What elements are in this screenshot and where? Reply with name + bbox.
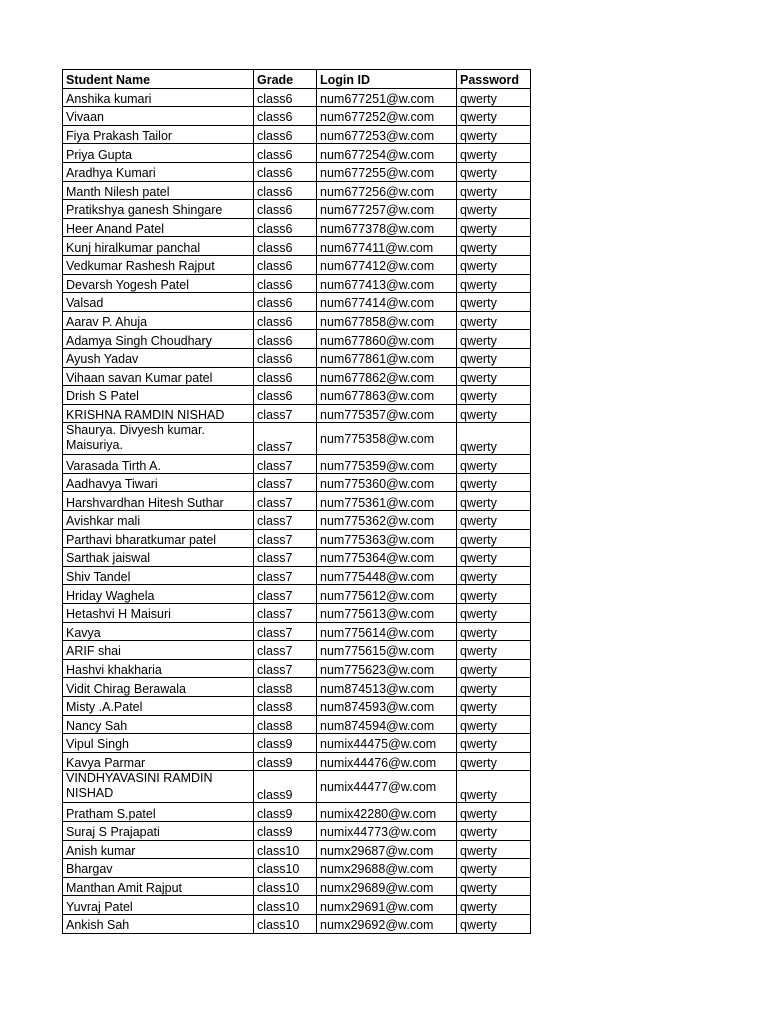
student-name-cell: Ankish Sah <box>63 914 254 933</box>
table-row <box>63 367 531 386</box>
student-name-cell: Sarthak jaiswal <box>63 548 254 567</box>
student-name-cell: Vihaan savan Kumar patel <box>63 367 254 386</box>
password-cell: qwerty <box>457 455 531 474</box>
grade-cell: class7 <box>254 473 317 492</box>
password-cell: qwerty <box>457 293 531 312</box>
login-id-cell: num775613@w.com <box>317 604 457 623</box>
grade-cell: class9 <box>254 821 317 840</box>
login-id-cell: numix44773@w.com <box>317 821 457 840</box>
password-cell: qwerty <box>457 125 531 144</box>
table-row <box>63 88 531 107</box>
login-id-cell: num677413@w.com <box>317 274 457 293</box>
student-name-cell: Anshika kumari <box>63 88 254 107</box>
table-row <box>63 859 531 878</box>
table-row <box>63 585 531 604</box>
student-name-cell: Adamya Singh Choudhary <box>63 330 254 349</box>
grade-cell: class7 <box>254 455 317 474</box>
student-name-cell: Parthavi bharatkumar patel <box>63 529 254 548</box>
password-cell: qwerty <box>457 859 531 878</box>
table-row <box>63 641 531 660</box>
student-name-cell: Drish S Patel <box>63 386 254 405</box>
student-name-cell: Vipul Singh <box>63 734 254 753</box>
password-cell: qwerty <box>457 311 531 330</box>
password-cell: qwerty <box>457 914 531 933</box>
password-cell: qwerty <box>457 529 531 548</box>
password-cell: qwerty <box>457 348 531 367</box>
password-cell: qwerty <box>457 144 531 163</box>
login-id-cell: num677257@w.com <box>317 200 457 219</box>
login-id-cell: num677862@w.com <box>317 367 457 386</box>
student-name-cell: Vidit Chirag Berawala <box>63 678 254 697</box>
table-row <box>63 821 531 840</box>
table-header <box>63 70 531 89</box>
grade-cell: class6 <box>254 348 317 367</box>
table-row <box>63 697 531 716</box>
grade-cell: class7 <box>254 404 317 423</box>
student-name-cell: Suraj S Prajapati <box>63 821 254 840</box>
grade-cell: class10 <box>254 859 317 878</box>
table-row <box>63 423 531 455</box>
student-name-cell: Priya Gupta <box>63 144 254 163</box>
grade-cell: class6 <box>254 162 317 181</box>
table-row <box>63 896 531 915</box>
grade-cell: class6 <box>254 144 317 163</box>
table-row <box>63 914 531 933</box>
password-cell: qwerty <box>457 697 531 716</box>
table-row <box>63 840 531 859</box>
student-name-cell: VINDHYAVASINI RAMDIN NISHAD <box>63 771 254 803</box>
table-row <box>63 678 531 697</box>
login-id-cell: num677255@w.com <box>317 162 457 181</box>
table-row <box>63 659 531 678</box>
grade-cell: class10 <box>254 896 317 915</box>
login-id-cell: num775612@w.com <box>317 585 457 604</box>
grade-cell: class6 <box>254 107 317 126</box>
grade-cell: class6 <box>254 386 317 405</box>
student-name-cell: KRISHNA RAMDIN NISHAD <box>63 404 254 423</box>
login-id-cell: num677860@w.com <box>317 330 457 349</box>
password-cell: qwerty <box>457 877 531 896</box>
password-cell: qwerty <box>457 622 531 641</box>
student-name-cell: Yuvraj Patel <box>63 896 254 915</box>
student-name-cell: Shiv Tandel <box>63 566 254 585</box>
password-cell: qwerty <box>457 641 531 660</box>
password-cell: qwerty <box>457 404 531 423</box>
login-id-cell: num677378@w.com <box>317 218 457 237</box>
student-name-cell: Kunj hiralkumar panchal <box>63 237 254 256</box>
login-id-cell: numix44475@w.com <box>317 734 457 753</box>
login-id-cell: num775358@w.com <box>317 423 457 455</box>
grade-cell: class10 <box>254 877 317 896</box>
table-row <box>63 293 531 312</box>
password-cell: qwerty <box>457 200 531 219</box>
login-id-cell: num677411@w.com <box>317 237 457 256</box>
table-row <box>63 274 531 293</box>
grade-cell: class6 <box>254 237 317 256</box>
grade-cell: class6 <box>254 200 317 219</box>
student-login-table <box>62 69 531 934</box>
login-id-cell: num775623@w.com <box>317 659 457 678</box>
login-id-cell: num775614@w.com <box>317 622 457 641</box>
table-row <box>63 877 531 896</box>
login-id-cell: num874593@w.com <box>317 697 457 716</box>
password-cell: qwerty <box>457 752 531 771</box>
password-cell: qwerty <box>457 548 531 567</box>
login-id-cell: num775360@w.com <box>317 473 457 492</box>
login-id-cell: num775615@w.com <box>317 641 457 660</box>
password-cell: qwerty <box>457 840 531 859</box>
password-cell: qwerty <box>457 367 531 386</box>
grade-cell: class6 <box>254 88 317 107</box>
student-name-cell: Varasada Tirth A. <box>63 455 254 474</box>
login-id-cell: numx29688@w.com <box>317 859 457 878</box>
table-row <box>63 511 531 530</box>
login-id-cell: num775362@w.com <box>317 511 457 530</box>
header-row <box>63 70 531 89</box>
table-row <box>63 715 531 734</box>
password-cell: qwerty <box>457 585 531 604</box>
student-name-cell: Manth Nilesh patel <box>63 181 254 200</box>
login-id-cell: num677254@w.com <box>317 144 457 163</box>
student-name-cell: Pratikshya ganesh Shingare <box>63 200 254 219</box>
grade-cell: class6 <box>254 181 317 200</box>
login-id-cell: num677252@w.com <box>317 107 457 126</box>
password-cell: qwerty <box>457 162 531 181</box>
grade-cell: class7 <box>254 641 317 660</box>
column-header-student-name: Student Name <box>63 70 254 89</box>
student-name-cell: Kavya Parmar <box>63 752 254 771</box>
table-row <box>63 404 531 423</box>
password-cell: qwerty <box>457 771 531 803</box>
login-id-cell: num677414@w.com <box>317 293 457 312</box>
login-id-cell: num677858@w.com <box>317 311 457 330</box>
password-cell: qwerty <box>457 566 531 585</box>
grade-cell: class6 <box>254 330 317 349</box>
student-name-cell: Shaurya. Divyesh kumar. Maisuriya. <box>63 423 254 455</box>
login-id-cell: num677256@w.com <box>317 181 457 200</box>
student-name-cell: Vedkumar Rashesh Rajput <box>63 255 254 274</box>
table-row <box>63 752 531 771</box>
login-id-cell: numx29691@w.com <box>317 896 457 915</box>
login-id-cell: num775361@w.com <box>317 492 457 511</box>
password-cell: qwerty <box>457 386 531 405</box>
password-cell: qwerty <box>457 255 531 274</box>
student-name-cell: Harshvardhan Hitesh Suthar <box>63 492 254 511</box>
password-cell: qwerty <box>457 274 531 293</box>
grade-cell: class10 <box>254 840 317 859</box>
grade-cell: class7 <box>254 423 317 455</box>
table-row <box>63 548 531 567</box>
login-id-cell: num775363@w.com <box>317 529 457 548</box>
table-row <box>63 473 531 492</box>
table-row <box>63 125 531 144</box>
grade-cell: class6 <box>254 367 317 386</box>
grade-cell: class6 <box>254 293 317 312</box>
student-name-cell: Valsad <box>63 293 254 312</box>
table-row <box>63 455 531 474</box>
grade-cell: class9 <box>254 734 317 753</box>
login-id-cell: num874594@w.com <box>317 715 457 734</box>
grade-cell: class7 <box>254 566 317 585</box>
password-cell: qwerty <box>457 88 531 107</box>
login-id-cell: num677251@w.com <box>317 88 457 107</box>
password-cell: qwerty <box>457 896 531 915</box>
grade-cell: class9 <box>254 803 317 822</box>
grade-cell: class7 <box>254 511 317 530</box>
table-row <box>63 771 531 803</box>
table-row <box>63 181 531 200</box>
grade-cell: class6 <box>254 218 317 237</box>
login-id-cell: num677861@w.com <box>317 348 457 367</box>
student-name-cell: Kavya <box>63 622 254 641</box>
password-cell: qwerty <box>457 237 531 256</box>
table-row <box>63 566 531 585</box>
student-name-cell: Pratham S.patel <box>63 803 254 822</box>
password-cell: qwerty <box>457 473 531 492</box>
student-name-cell: Bhargav <box>63 859 254 878</box>
password-cell: qwerty <box>457 678 531 697</box>
grade-cell: class6 <box>254 274 317 293</box>
password-cell: qwerty <box>457 181 531 200</box>
student-name-cell: Aarav P. Ahuja <box>63 311 254 330</box>
grade-cell: class9 <box>254 752 317 771</box>
password-cell: qwerty <box>457 715 531 734</box>
grade-cell: class9 <box>254 771 317 803</box>
grade-cell: class10 <box>254 914 317 933</box>
grade-cell: class7 <box>254 492 317 511</box>
login-id-cell: num677863@w.com <box>317 386 457 405</box>
student-name-cell: ARIF shai <box>63 641 254 660</box>
login-id-cell: numx29687@w.com <box>317 840 457 859</box>
column-header-password: Password <box>457 70 531 89</box>
password-cell: qwerty <box>457 734 531 753</box>
login-id-cell: num677412@w.com <box>317 255 457 274</box>
grade-cell: class7 <box>254 622 317 641</box>
password-cell: qwerty <box>457 423 531 455</box>
login-id-cell: numix44477@w.com <box>317 771 457 803</box>
login-id-cell: num775448@w.com <box>317 566 457 585</box>
login-id-cell: numx29692@w.com <box>317 914 457 933</box>
column-header-login-id: Login ID <box>317 70 457 89</box>
table-row <box>63 803 531 822</box>
password-cell: qwerty <box>457 803 531 822</box>
column-header-grade: Grade <box>254 70 317 89</box>
student-name-cell: Devarsh Yogesh Patel <box>63 274 254 293</box>
login-id-cell: numx29689@w.com <box>317 877 457 896</box>
grade-cell: class7 <box>254 548 317 567</box>
password-cell: qwerty <box>457 511 531 530</box>
login-id-cell: num677253@w.com <box>317 125 457 144</box>
password-cell: qwerty <box>457 604 531 623</box>
student-name-cell: Manthan Amit Rajput <box>63 877 254 896</box>
table-row <box>63 734 531 753</box>
student-name-cell: Aadhavya Tiwari <box>63 473 254 492</box>
table-row <box>63 200 531 219</box>
login-id-cell: num874513@w.com <box>317 678 457 697</box>
table-row <box>63 529 531 548</box>
table-row <box>63 107 531 126</box>
grade-cell: class7 <box>254 659 317 678</box>
login-id-cell: numix42280@w.com <box>317 803 457 822</box>
table-row <box>63 348 531 367</box>
student-name-cell: Nancy Sah <box>63 715 254 734</box>
grade-cell: class6 <box>254 125 317 144</box>
grade-cell: class8 <box>254 697 317 716</box>
student-name-cell: Hetashvi H Maisuri <box>63 604 254 623</box>
login-id-cell: num775364@w.com <box>317 548 457 567</box>
table-row <box>63 386 531 405</box>
password-cell: qwerty <box>457 492 531 511</box>
student-name-cell: Ayush Yadav <box>63 348 254 367</box>
login-id-cell: numix44476@w.com <box>317 752 457 771</box>
student-name-cell: Aradhya Kumari <box>63 162 254 181</box>
table-row <box>63 237 531 256</box>
student-name-cell: Vivaan <box>63 107 254 126</box>
grade-cell: class7 <box>254 604 317 623</box>
password-cell: qwerty <box>457 821 531 840</box>
login-id-cell: num775357@w.com <box>317 404 457 423</box>
grade-cell: class7 <box>254 585 317 604</box>
table-row <box>63 162 531 181</box>
student-name-cell: Hriday Waghela <box>63 585 254 604</box>
grade-cell: class6 <box>254 311 317 330</box>
table-row <box>63 622 531 641</box>
grade-cell: class8 <box>254 678 317 697</box>
student-name-cell: Anish kumar <box>63 840 254 859</box>
table-body <box>63 88 531 933</box>
table-row <box>63 311 531 330</box>
table-row <box>63 492 531 511</box>
table-row <box>63 255 531 274</box>
table-row <box>63 144 531 163</box>
table-row <box>63 218 531 237</box>
grade-cell: class7 <box>254 529 317 548</box>
student-name-cell: Misty .A.Patel <box>63 697 254 716</box>
password-cell: qwerty <box>457 107 531 126</box>
grade-cell: class8 <box>254 715 317 734</box>
table-row <box>63 330 531 349</box>
password-cell: qwerty <box>457 330 531 349</box>
student-name-cell: Fiya Prakash Tailor <box>63 125 254 144</box>
student-name-cell: Hashvi khakharia <box>63 659 254 678</box>
grade-cell: class6 <box>254 255 317 274</box>
password-cell: qwerty <box>457 218 531 237</box>
student-name-cell: Avishkar mali <box>63 511 254 530</box>
table-row <box>63 604 531 623</box>
student-name-cell: Heer Anand Patel <box>63 218 254 237</box>
password-cell: qwerty <box>457 659 531 678</box>
login-id-cell: num775359@w.com <box>317 455 457 474</box>
